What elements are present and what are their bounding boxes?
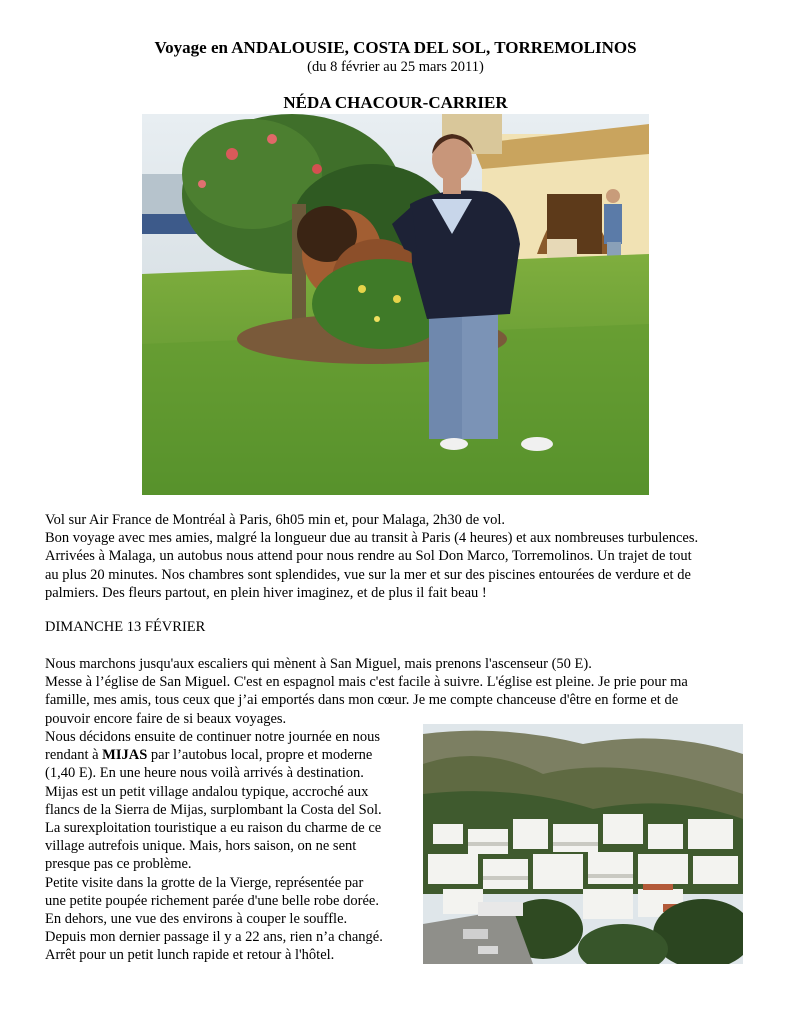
garden-portrait-photo xyxy=(142,114,649,495)
mijas-name: MIJAS xyxy=(102,747,148,764)
document-title: Voyage en ANDALOUSIE, COSTA DEL SOL, TORREMOLINOS xyxy=(154,38,637,57)
church-line: Nous marchons jusqu'aux escaliers qui mènent à San Miguel, mais prenons l'ascenseur (50 E). xyxy=(45,656,592,672)
mijas-line: une petite poupée richement parée d'une belle robe dorée. xyxy=(45,892,379,909)
church-paragraph xyxy=(45,655,765,728)
mijas-line: village autrefois unique. Mais, hors saison, on ne sent xyxy=(45,838,357,855)
intro-line: Arrivées à Malaga, un autobus nous attend pour nous rendre au Sol Don Marco, Torremolinos. Un trajet de tout xyxy=(45,548,692,565)
intro-line: Bon voyage avec mes amies, malgré la longueur due au transit à Paris (4 heures) et aux nombreuses turbulences. xyxy=(45,530,699,547)
intro-line: palmiers. Des fleurs partout, en plein hiver imaginez, et de plus il fait beau ! xyxy=(45,584,487,601)
church-line: pouvoir encore faire de si beaux voyages. xyxy=(45,710,287,727)
mijas-line: Depuis mon dernier passage il y a 22 ans, rien n’a changé. xyxy=(45,929,383,946)
mijas-line: Arrêt pour un petit lunch rapide et retour à l'hôtel. xyxy=(45,947,335,964)
mijas-pre: rendant à xyxy=(45,747,103,764)
mijas-line: Mijas est un petit village andalou typique, accroché aux xyxy=(45,783,369,800)
intro-line: au plus 20 minutes. Nos chambres sont splendides, vue sur la mer et sur des piscines entourées de verdure et de xyxy=(45,566,691,583)
mijas-line: En dehors, une vue des environs à couper le souffle. xyxy=(45,911,348,928)
mijas-line: Nous décidons ensuite de continuer notre journée en nous xyxy=(45,729,381,745)
church-line: Messe à l’église de San Miguel. C'est en espagnol mais c'est facile à suivre. L'église est pleine. Je prie pour ma xyxy=(45,674,688,691)
section-heading: DIMANCHE 13 FÉVRIER xyxy=(45,619,206,635)
intro-line: Vol sur Air France de Montréal à Paris, 6h05 min et, pour Malaga, 2h30 de vol. xyxy=(45,512,506,528)
mijas-village-photo xyxy=(423,724,743,964)
mijas-line: La surexploitation touristique a eu raison du charme de ce xyxy=(45,820,382,837)
mijas-line: (1,40 E). En une heure nous voilà arrivés à destination. xyxy=(45,765,364,782)
mijas-line: presque pas ce problème. xyxy=(45,856,192,873)
document-author: NÉDA CHACOUR-CARRIER xyxy=(283,93,508,112)
mijas-line: Petite visite dans la grotte de la Vierge, représentée par xyxy=(45,874,364,891)
document-dates: (du 8 février au 25 mars 2011) xyxy=(307,59,484,75)
mijas-post: par l’autobus local, propre et moderne xyxy=(147,747,373,764)
church-line: famille, mes amis, tous ceux que j’ai emportés dans mon cœur. Je me compte chanceuse d'être en forme et de xyxy=(45,692,679,709)
mijas-paragraph xyxy=(45,728,415,965)
intro-paragraph xyxy=(45,511,765,602)
mijas-line: flancs de la Sierra de Mijas, surplombant la Costa del Sol. xyxy=(45,801,382,818)
mijas-line xyxy=(45,746,415,764)
